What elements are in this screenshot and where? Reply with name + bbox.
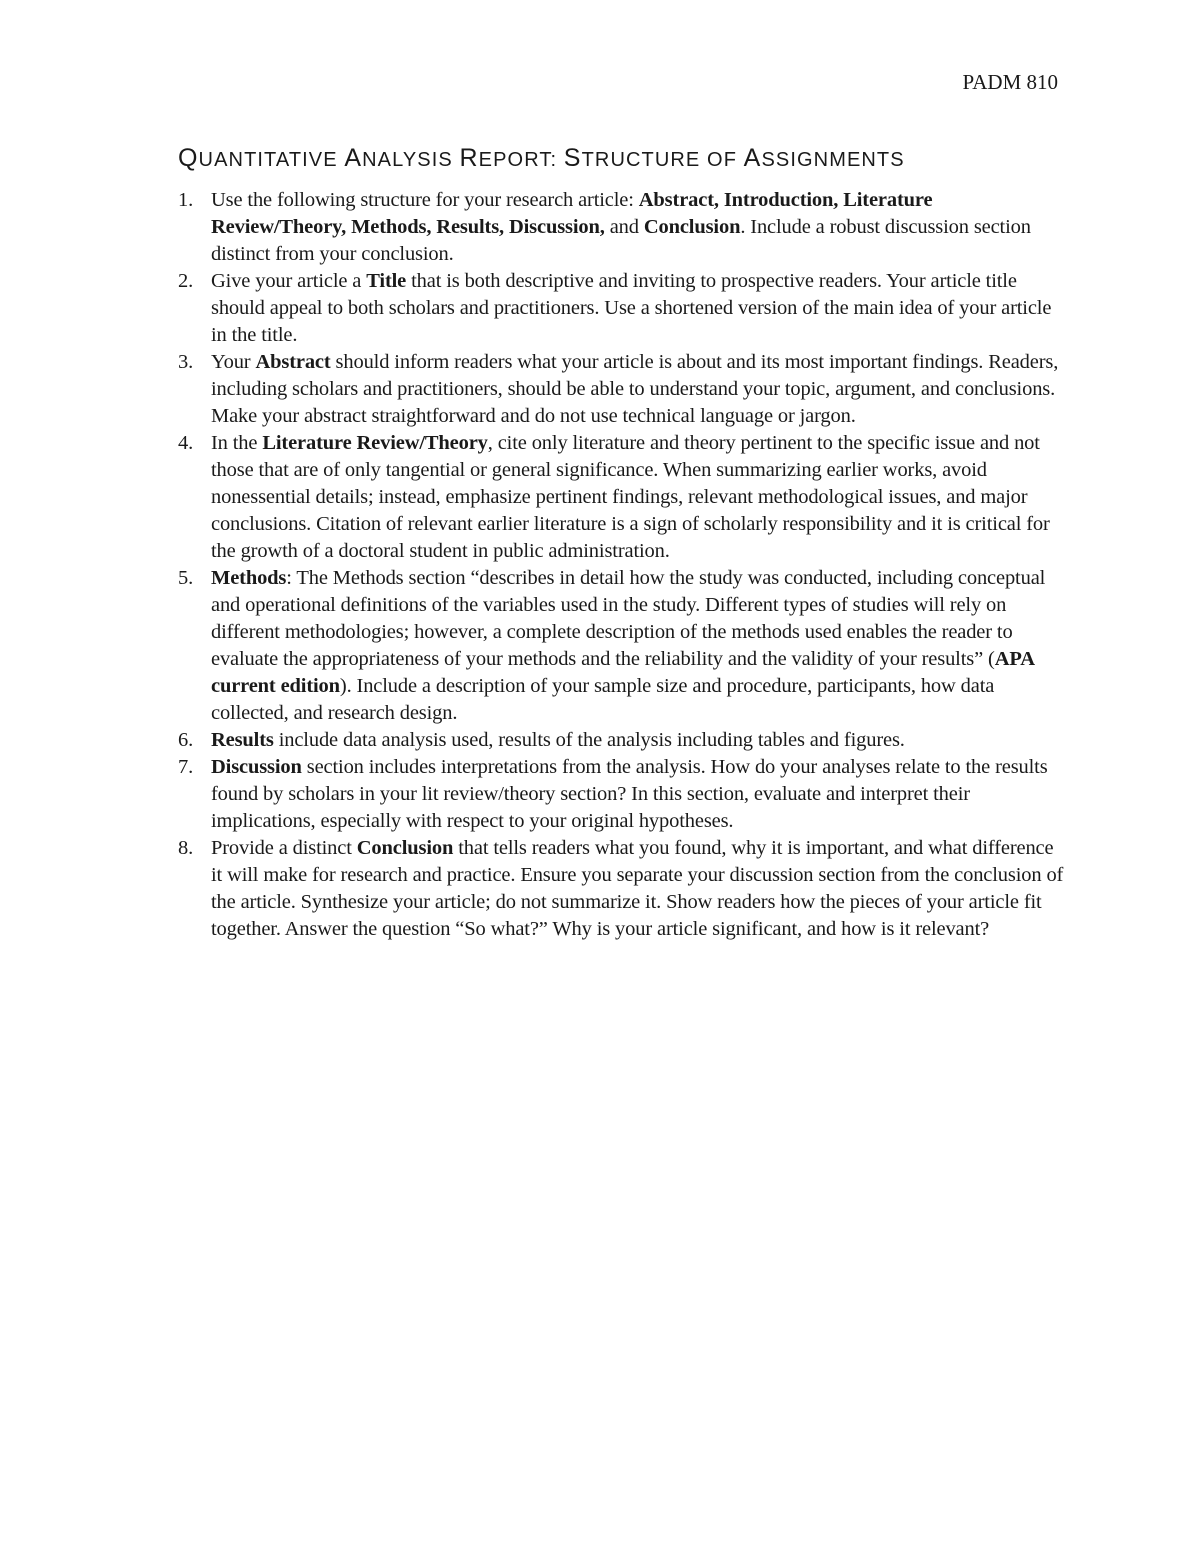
list-item <box>178 187 1066 268</box>
list-item-number: 8. <box>178 837 194 859</box>
assignment-structure-list <box>178 187 1066 943</box>
bold-term: Title <box>366 270 407 292</box>
bold-term: Results <box>211 729 274 751</box>
title-word-rest: EPORT: <box>478 149 564 171</box>
item-text: Give your article a <box>211 270 367 292</box>
list-item-number: 3. <box>178 351 194 373</box>
list-item <box>178 727 1066 754</box>
list-item-number: 2. <box>178 270 194 292</box>
item-text: Use the following structure for your research article: <box>211 189 639 211</box>
title-initial-letter: Q <box>178 144 199 172</box>
list-item-number: 4. <box>178 432 194 454</box>
title-initial-letter: A <box>743 144 762 172</box>
list-item <box>178 754 1066 835</box>
bold-term: Abstract, Introduction, Literature Review/Theory, Methods, Results, Discussion, <box>211 189 933 238</box>
bold-term: Methods <box>211 567 287 589</box>
list-item-number: 6. <box>178 729 194 751</box>
item-text: that tells readers what you found, why it is important, and what difference it will make for research and practice. Ensure you separate your discussion section from the conclusion of the article. Synthesize your article; do not summarize it. Show readers how the pieces of your article fit together. Answer the question “So what?” Why is your article significant, and how is it relevant? <box>211 837 1064 940</box>
list-item <box>178 268 1066 349</box>
item-text: and <box>604 216 644 238</box>
document-title <box>178 138 905 180</box>
list-item <box>178 835 1066 943</box>
list-item-number: 7. <box>178 756 194 778</box>
bold-term: APA current edition <box>211 648 1034 697</box>
list-item <box>178 430 1066 565</box>
title-word-rest: NALYSIS <box>362 149 460 171</box>
item-text: , cite only literature and theory pertinent to the specific issue and not those that are of only tangential or general significance. When summarizing earlier works, avoid nonessential details; instead, emphasize pertinent findings, relevant methodological issues, and major conclusions. Citation of relevant earlier literature is a sign of scholarly responsibility and it is critical for the growth of a doctoral student in public administration. <box>211 432 1050 562</box>
item-text: ). Include a description of your sample size and procedure, participants, how data collected, and research design. <box>211 675 995 724</box>
bold-term: Conclusion <box>356 837 454 859</box>
bold-term: Abstract <box>255 351 331 373</box>
title-word-rest: SSIGNMENTS <box>761 149 905 171</box>
page-header-course-code: PADM 810 <box>962 70 1058 94</box>
title-word-rest: OF <box>707 149 744 171</box>
item-text: should inform readers what your article is about and its most important findings. Readers, including scholars and practitioners, should be able to understand your topic, argument, and conclusions. Make your abstract straightforward and do not use technical language or jargon. <box>211 351 1059 427</box>
bold-term: Conclusion <box>643 216 741 238</box>
bold-term: Literature Review/Theory <box>262 432 488 454</box>
list-item <box>178 349 1066 430</box>
item-text: : The Methods section “describes in detail how the study was conducted, including conceptual and operational definitions of the variables used in the study. Different types of studies will rely on different methodologies; however, a complete description of the methods used enables the reader to evaluate the appropriateness of your methods and the reliability and the validity of your results” ( <box>211 567 1046 670</box>
title-word-rest: UANTITATIVE <box>198 149 345 171</box>
list-item-number: 5. <box>178 567 194 589</box>
item-text: Provide a distinct <box>211 837 357 859</box>
item-text: Your <box>211 351 256 373</box>
title-initial-letter: R <box>459 144 479 172</box>
list-item <box>178 565 1066 727</box>
title-word-rest: TRUCTURE <box>581 149 708 171</box>
item-text: . Include a robust discussion section distinct from your conclusion. <box>211 216 1031 265</box>
item-text: section includes interpretations from the analysis. How do your analyses relate to the results found by scholars in your lit review/theory section? In this section, evaluate and interpret their implications, especially with respect to your original hypotheses. <box>211 756 1048 832</box>
title-initial-letter: A <box>344 144 363 172</box>
title-initial-letter: S <box>563 144 582 172</box>
item-text: include data analysis used, results of the analysis including tables and figures. <box>273 729 905 751</box>
item-text: that is both descriptive and inviting to prospective readers. Your article title should appeal to both scholars and practitioners. Use a shortened version of the main idea of your article in the title. <box>211 270 1052 346</box>
item-text: In the <box>211 432 263 454</box>
bold-term: Discussion <box>211 756 302 778</box>
list-item-number: 1. <box>178 189 194 211</box>
